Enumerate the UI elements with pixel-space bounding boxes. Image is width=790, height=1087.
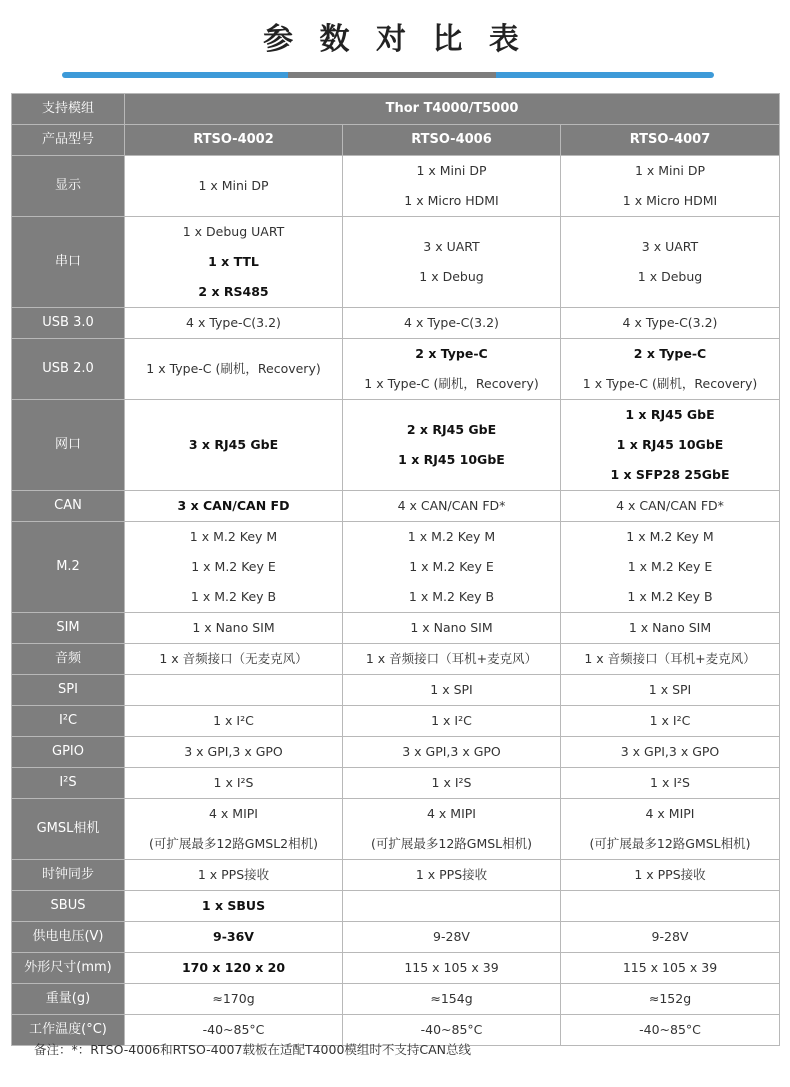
spec-value: 1 x M.2 Key E bbox=[191, 559, 276, 574]
spec-value: 1 x Type-C (刷机，Recovery) bbox=[364, 376, 539, 391]
table-row bbox=[12, 675, 780, 706]
spec-cell bbox=[343, 799, 561, 860]
table-row bbox=[12, 491, 780, 522]
spec-value: 1 x M.2 Key B bbox=[408, 589, 495, 604]
spec-cell bbox=[343, 308, 561, 339]
row-label: SIM bbox=[12, 613, 125, 644]
spec-value: 3 x UART bbox=[641, 239, 699, 254]
spec-value: 1 x PPS接收 bbox=[415, 867, 488, 882]
spec-value: 1 x I²S bbox=[213, 775, 254, 790]
row-label: I²C bbox=[12, 706, 125, 737]
spec-value: 2 x RJ45 GbE bbox=[406, 422, 497, 437]
spec-value: 1 x I²C bbox=[649, 713, 691, 728]
spec-cell bbox=[561, 768, 780, 799]
spec-value: 3 x UART bbox=[423, 239, 480, 254]
spec-cell bbox=[125, 613, 343, 644]
title-underline-middle bbox=[288, 72, 496, 78]
spec-cell bbox=[125, 522, 343, 613]
spec-value: 1 x Micro HDMI bbox=[404, 193, 499, 208]
spec-cell bbox=[561, 522, 780, 613]
table-row bbox=[12, 922, 780, 953]
spec-value: 1 x Mini DP bbox=[198, 178, 269, 193]
row-label: M.2 bbox=[12, 522, 125, 613]
spec-cell bbox=[561, 860, 780, 891]
module-label: 支持模组 bbox=[12, 94, 125, 125]
table-row bbox=[12, 860, 780, 891]
spec-value: 1 x SPI bbox=[430, 682, 473, 697]
spec-value: 1 x 音频接口（耳机+麦克风） bbox=[365, 651, 538, 666]
spec-value: 1 x PPS接收 bbox=[197, 867, 270, 882]
spec-value: (可扩展最多12路GMSL相机) bbox=[589, 836, 751, 851]
spec-value: 1 x I²S bbox=[650, 775, 690, 790]
spec-value: ≈152g bbox=[648, 991, 692, 1006]
spec-cell bbox=[125, 768, 343, 799]
spec-cell bbox=[343, 217, 561, 308]
spec-value: -40~85°C bbox=[639, 1022, 701, 1037]
row-label: 显示 bbox=[12, 156, 125, 217]
spec-cell bbox=[125, 156, 343, 217]
row-label: 外形尺寸(mm) bbox=[12, 953, 125, 984]
spec-value: 1 x M.2 Key M bbox=[407, 529, 496, 544]
spec-cell bbox=[125, 675, 343, 706]
spec-cell bbox=[125, 308, 343, 339]
spec-value: 1 x Type-C (刷机，Recovery) bbox=[582, 376, 758, 391]
spec-cell bbox=[561, 922, 780, 953]
row-label: CAN bbox=[12, 491, 125, 522]
title-underline-right bbox=[496, 72, 714, 78]
spec-value: 115 x 105 x 39 bbox=[622, 960, 718, 975]
spec-cell bbox=[561, 644, 780, 675]
spec-cell bbox=[343, 953, 561, 984]
spec-value: 1 x Debug bbox=[419, 269, 484, 284]
title-underline-left bbox=[62, 72, 288, 78]
spec-value: 1 x Mini DP bbox=[634, 163, 706, 178]
spec-value: 1 x 音频接口（无麦克风） bbox=[159, 651, 308, 666]
table-row bbox=[12, 953, 780, 984]
spec-value: 1 x I²C bbox=[213, 713, 254, 728]
spec-cell bbox=[561, 891, 780, 922]
spec-value: 170 x 120 x 20 bbox=[181, 960, 286, 975]
spec-cell bbox=[561, 675, 780, 706]
spec-cell bbox=[125, 984, 343, 1015]
spec-cell bbox=[561, 613, 780, 644]
spec-value: 4 x Type-C(3.2) bbox=[186, 315, 281, 330]
spec-value: 4 x MIPI bbox=[427, 806, 476, 821]
table-row bbox=[12, 613, 780, 644]
table-row bbox=[12, 400, 780, 491]
row-label: 供电电压(V) bbox=[12, 922, 125, 953]
spec-comparison-table bbox=[11, 93, 780, 1046]
spec-value: (可扩展最多12路GMSL2相机) bbox=[149, 836, 318, 851]
spec-cell bbox=[561, 339, 780, 400]
model-rtso-4002: RTSO-4002 bbox=[125, 125, 343, 156]
spec-value: 2 x Type-C bbox=[415, 346, 488, 361]
spec-cell bbox=[561, 156, 780, 217]
spec-cell bbox=[343, 922, 561, 953]
spec-cell bbox=[343, 339, 561, 400]
page-title: 参 数 对 比 表 bbox=[263, 22, 527, 57]
table-row bbox=[12, 339, 780, 400]
spec-value: 1 x Type-C (刷机，Recovery) bbox=[146, 361, 321, 376]
spec-cell bbox=[561, 737, 780, 768]
spec-cell bbox=[343, 737, 561, 768]
spec-value: 1 x TTL bbox=[208, 254, 259, 269]
spec-value: 4 x Type-C(3.2) bbox=[622, 315, 718, 330]
table-row bbox=[12, 984, 780, 1015]
model-rtso-4007: RTSO-4007 bbox=[561, 125, 780, 156]
spec-value: 1 x Nano SIM bbox=[410, 620, 493, 635]
spec-cell bbox=[125, 400, 343, 491]
row-label: I²S bbox=[12, 768, 125, 799]
model-row bbox=[12, 125, 780, 156]
module-value: Thor T4000/T5000 bbox=[125, 94, 780, 125]
table-row bbox=[12, 737, 780, 768]
spec-value: (可扩展最多12路GMSL相机) bbox=[370, 836, 533, 851]
spec-value: 1 x PPS接收 bbox=[634, 867, 706, 882]
table-row bbox=[12, 706, 780, 737]
spec-value: 1 x 音频接口（耳机+麦克风） bbox=[584, 651, 756, 666]
model-rtso-4006: RTSO-4006 bbox=[343, 125, 561, 156]
spec-value: 1 x Debug bbox=[637, 269, 703, 284]
spec-value: 1 x SPI bbox=[648, 682, 692, 697]
spec-value: 4 x Type-C(3.2) bbox=[404, 315, 499, 330]
row-label: SPI bbox=[12, 675, 125, 706]
spec-value: 1 x I²C bbox=[431, 713, 472, 728]
spec-cell bbox=[343, 522, 561, 613]
row-label: 重量(g) bbox=[12, 984, 125, 1015]
spec-value: 3 x RJ45 GbE bbox=[188, 437, 279, 452]
spec-value: 4 x CAN/CAN FD* bbox=[397, 498, 506, 513]
spec-cell bbox=[125, 860, 343, 891]
spec-value: 1 x Micro HDMI bbox=[622, 193, 718, 208]
spec-cell bbox=[125, 217, 343, 308]
spec-value: 1 x Debug UART bbox=[182, 224, 285, 239]
spec-value: 1 x M.2 Key B bbox=[627, 589, 713, 604]
spec-cell bbox=[343, 860, 561, 891]
spec-cell bbox=[343, 644, 561, 675]
spec-cell bbox=[125, 891, 343, 922]
spec-value: 1 x RJ45 GbE bbox=[625, 407, 715, 422]
table-row bbox=[12, 217, 780, 308]
row-label: USB 3.0 bbox=[12, 308, 125, 339]
table-row bbox=[12, 644, 780, 675]
spec-cell bbox=[561, 491, 780, 522]
row-label: 工作温度(°C) bbox=[12, 1015, 125, 1046]
spec-cell bbox=[343, 156, 561, 217]
spec-value: 1 x M.2 Key M bbox=[189, 529, 278, 544]
spec-cell bbox=[125, 491, 343, 522]
spec-value: 1 x M.2 Key B bbox=[190, 589, 277, 604]
spec-value: 3 x CAN/CAN FD bbox=[177, 498, 290, 513]
spec-cell bbox=[561, 400, 780, 491]
spec-cell bbox=[343, 491, 561, 522]
spec-value: ≈154g bbox=[430, 991, 473, 1006]
spec-value: 9-28V bbox=[651, 929, 689, 944]
spec-table-body bbox=[12, 156, 780, 1046]
spec-value: 1 x Mini DP bbox=[416, 163, 487, 178]
spec-cell bbox=[343, 675, 561, 706]
spec-cell bbox=[343, 400, 561, 491]
row-label: 时钟同步 bbox=[12, 860, 125, 891]
spec-value: 1 x M.2 Key E bbox=[409, 559, 494, 574]
spec-cell bbox=[125, 706, 343, 737]
table-row bbox=[12, 799, 780, 860]
spec-value: -40~85°C bbox=[420, 1022, 483, 1037]
spec-cell bbox=[561, 984, 780, 1015]
table-row bbox=[12, 891, 780, 922]
spec-value: 1 x I²S bbox=[431, 775, 472, 790]
table-row bbox=[12, 308, 780, 339]
row-label: 串口 bbox=[12, 217, 125, 308]
spec-cell bbox=[125, 799, 343, 860]
spec-cell bbox=[561, 799, 780, 860]
spec-value: 4 x MIPI bbox=[645, 806, 695, 821]
spec-cell bbox=[561, 1015, 780, 1046]
row-label: 音频 bbox=[12, 644, 125, 675]
spec-value: 1 x Nano SIM bbox=[192, 620, 275, 635]
spec-cell bbox=[125, 339, 343, 400]
table-row bbox=[12, 522, 780, 613]
model-label: 产品型号 bbox=[12, 125, 125, 156]
spec-value: 1 x SBUS bbox=[201, 898, 266, 913]
spec-cell bbox=[125, 922, 343, 953]
spec-value: -40~85°C bbox=[202, 1022, 265, 1037]
spec-value: 2 x RS485 bbox=[198, 284, 269, 299]
spec-cell bbox=[125, 644, 343, 675]
table-row bbox=[12, 156, 780, 217]
spec-value: 9-36V bbox=[213, 929, 254, 944]
spec-cell bbox=[343, 613, 561, 644]
row-label: USB 2.0 bbox=[12, 339, 125, 400]
spec-value: 1 x RJ45 10GbE bbox=[616, 437, 724, 452]
spec-value: 4 x MIPI bbox=[209, 806, 258, 821]
row-label: SBUS bbox=[12, 891, 125, 922]
spec-cell bbox=[343, 706, 561, 737]
spec-cell bbox=[561, 706, 780, 737]
spec-cell bbox=[561, 953, 780, 984]
spec-value: 1 x RJ45 10GbE bbox=[398, 452, 505, 467]
spec-cell bbox=[343, 768, 561, 799]
row-label: GMSL相机 bbox=[12, 799, 125, 860]
spec-cell bbox=[125, 737, 343, 768]
spec-value: ≈170g bbox=[212, 991, 255, 1006]
spec-cell bbox=[125, 953, 343, 984]
table-row bbox=[12, 768, 780, 799]
spec-value: 3 x GPI,3 x GPO bbox=[620, 744, 720, 759]
spec-cell bbox=[561, 308, 780, 339]
spec-value: 9-28V bbox=[433, 929, 470, 944]
spec-value: 1 x Nano SIM bbox=[628, 620, 712, 635]
spec-value: 3 x GPI,3 x GPO bbox=[184, 744, 283, 759]
spec-value: 4 x CAN/CAN FD* bbox=[616, 498, 724, 513]
row-label: GPIO bbox=[12, 737, 125, 768]
row-label: 网口 bbox=[12, 400, 125, 491]
spec-value: 115 x 105 x 39 bbox=[404, 960, 499, 975]
spec-value: 2 x Type-C bbox=[633, 346, 707, 361]
module-row bbox=[12, 94, 780, 125]
spec-value: 1 x SFP28 25GbE bbox=[610, 467, 730, 482]
spec-value: 3 x GPI,3 x GPO bbox=[402, 744, 501, 759]
spec-cell bbox=[561, 217, 780, 308]
spec-value: 1 x M.2 Key M bbox=[626, 529, 714, 544]
spec-cell bbox=[343, 984, 561, 1015]
footnote: 备注：*：RTSO-4006和RTSO-4007载板在适配T4000模组时不支持CAN总线 bbox=[34, 1042, 472, 1057]
spec-cell bbox=[343, 891, 561, 922]
spec-value: 1 x M.2 Key E bbox=[627, 559, 713, 574]
